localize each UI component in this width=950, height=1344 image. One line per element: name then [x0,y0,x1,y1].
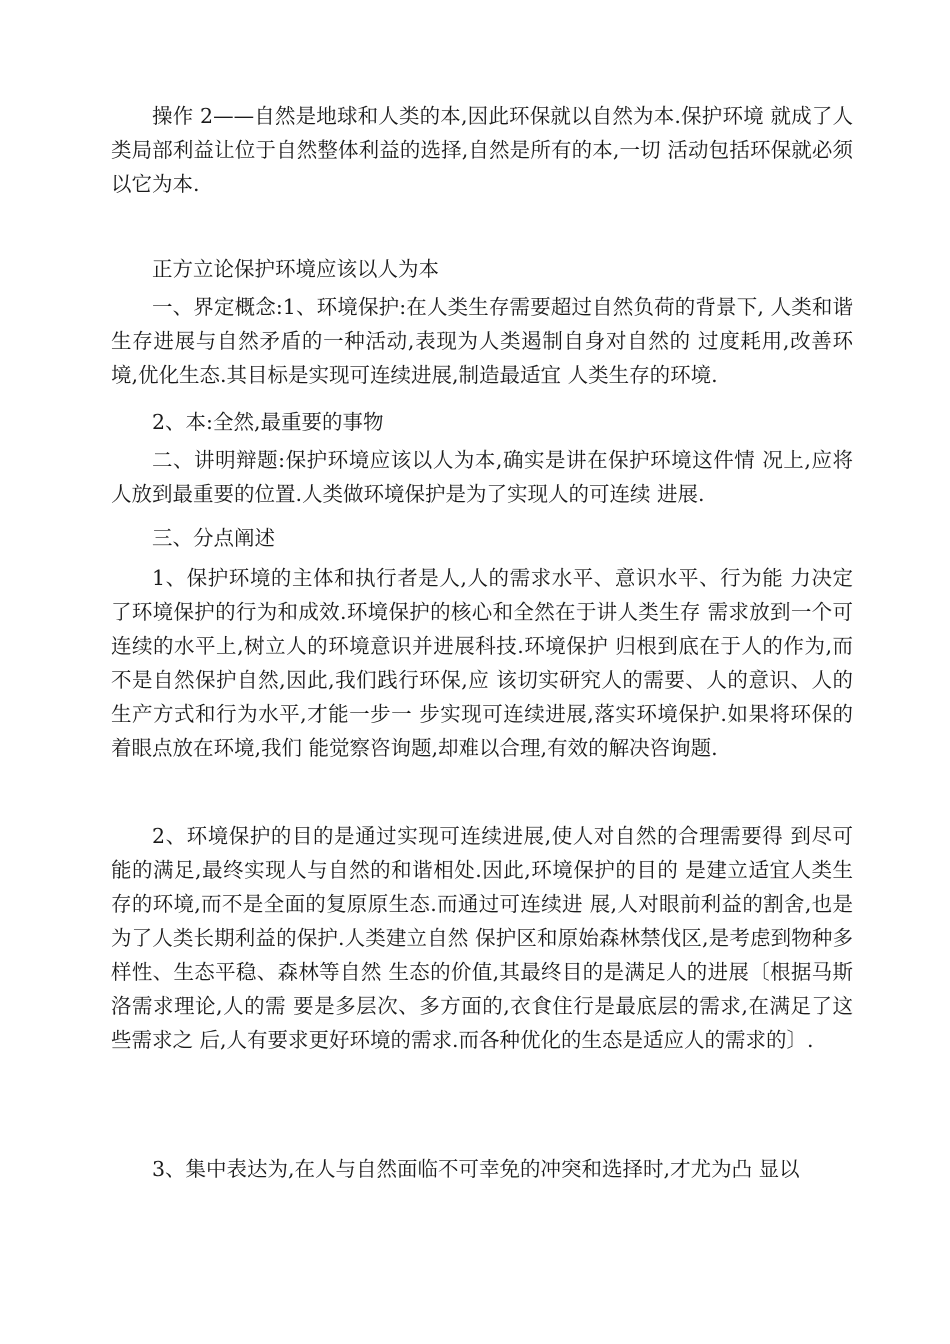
paragraph-define-concepts: 一、界定概念:1、环境保护:在人类生存需要超过自然负荷的背景下, 人类和谐生存进展与自然矛盾的一种活动,表现为人类遏制自身对自然的 过度耗用,改善环境,优化生态.其目标是实现可连续进展,制造最适宜 人类生存的环境. [111,295,853,387]
paragraph-point-1: 1、保护环境的主体和执行者是人,人的需求水平、意识水平、行为能 力决定了环境保护的行为和成效.环境保护的核心和全然在于讲人类生存 需求放到一个可连续的水平上,树立人的环境意识并进展科技.环境保护 归根到底在于人的作为,而不是自然保护自然,因此,我们践行环保,应 该切实研究人的需要、人的意识、人的生产方式和行为水平,才能一步一 步实现可连续进展,落实环境保护.如果将环保的着眼点放在环境,我们 能觉察咨询题,却难以合理,有效的解决咨询题. [111,566,853,760]
paragraph-point-3: 3、集中表达为,在人与自然面临不可幸免的冲突和选择时,才尤为凸 显以 [152,1157,800,1181]
section-heading-points: 三、分点阐述 [152,526,275,550]
paragraph-explain-topic: 二、讲明辩题:保护环境应该以人为本,确实是讲在保护环境这件情 况上,应将人放到最重要的位置.人类做环境保护是为了实现人的可连续 进展. [111,448,853,506]
paragraph-operation-2: 操作 2——自然是地球和人类的本,因此环保就以自然为本.保护环境 就成了人类局部利益让位于自然整体利益的选择,自然是所有的本,一切 活动包括环保就必须以它为本. [111,104,853,196]
section-heading-affirmative: 正方立论保护环境应该以人为本 [152,257,439,281]
paragraph-definition-ben: 2、本:全然,最重要的事物 [152,410,384,434]
paragraph-point-2: 2、环境保护的目的是通过实现可连续进展,使人对自然的合理需要得 到尽可能的满足,最终实现人与自然的和谐相处.因此,环境保护的目的 是建立适宜人类生存的环境,而不是全面的复原原生态.而通过可连续进 展,人对眼前利益的割舍,也是为了人类长期利益的保护.人类建立自然 保护区和原始森林禁伐区,是考虑到物种多样性、生态平稳、森林等自然 生态的价值,其最终目的是满足人的进展〔根据马斯洛需求理论,人的需 要是多层次、多方面的,衣食住行是最底层的需求,在满足了这些需求之 后,人有要求更好环境的需求.而各种优化的生态是适应人的需求的〕. [111,824,853,1052]
